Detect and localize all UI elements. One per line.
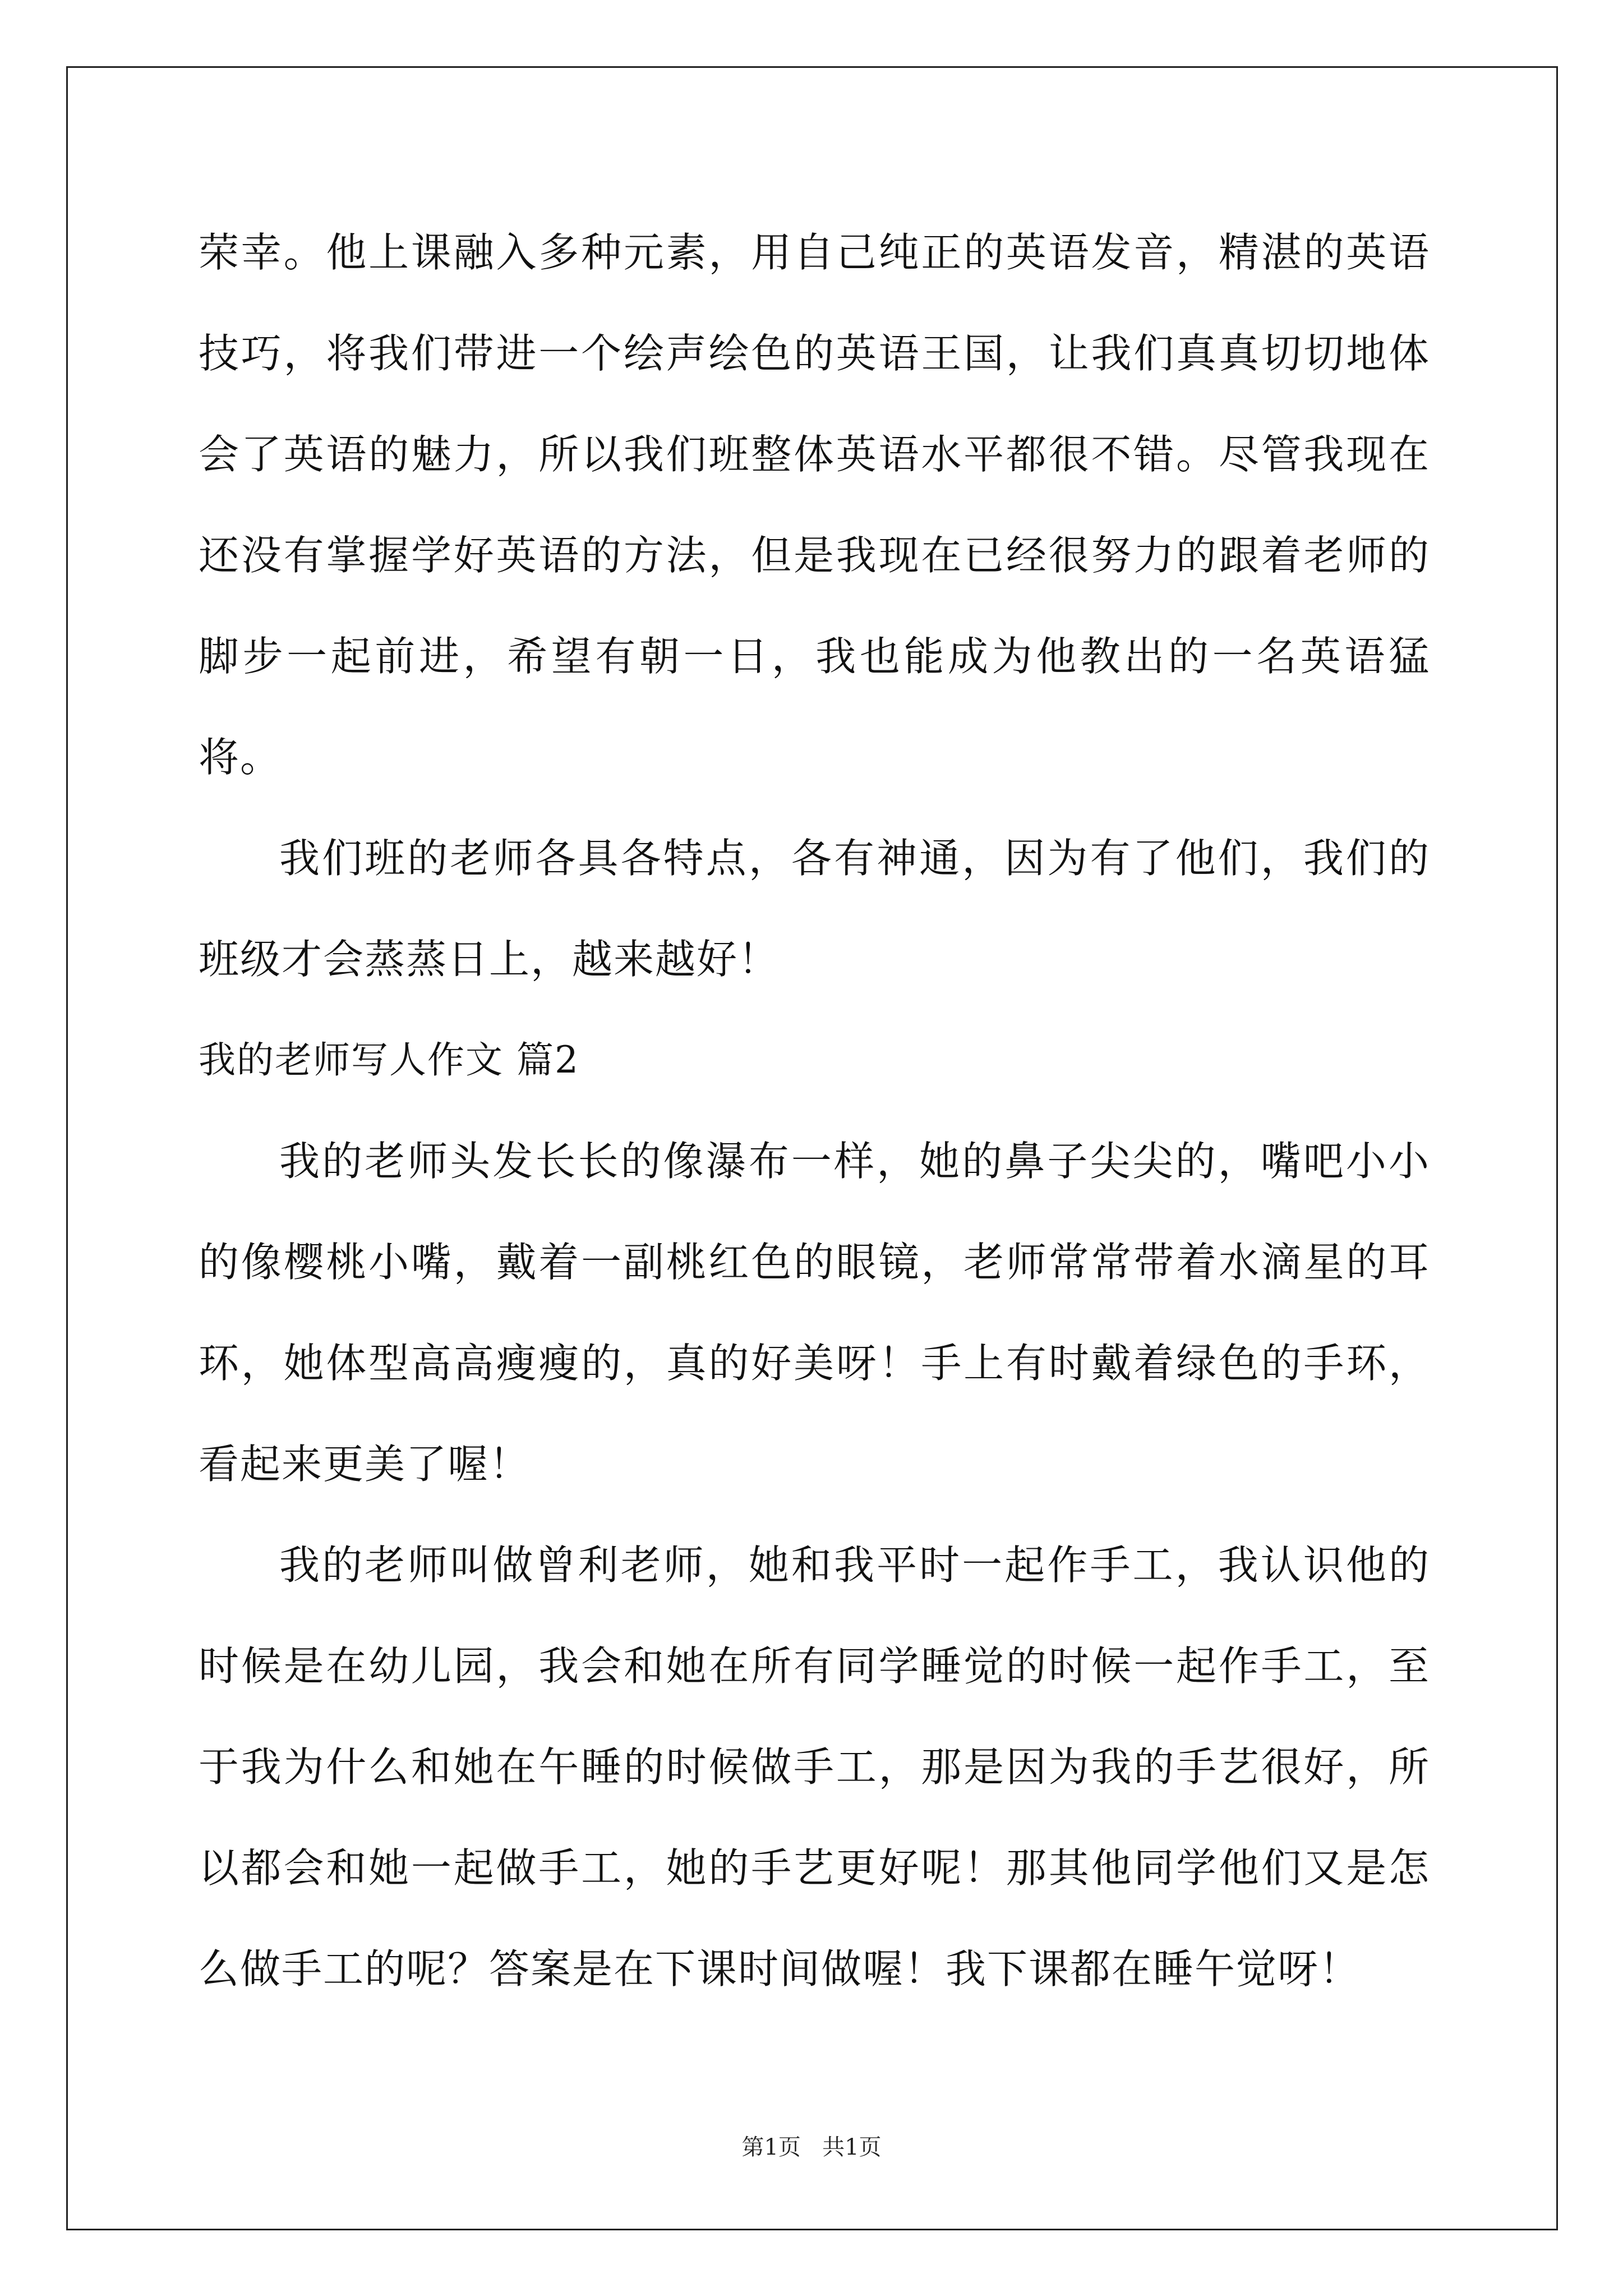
page-total: 共1页 <box>822 2134 882 2160</box>
page-footer <box>0 2131 1623 2164</box>
document-body <box>199 202 1430 2019</box>
page-number: 第1页 <box>741 2134 801 2160</box>
footer-separator <box>801 2134 822 2160</box>
paragraph: 我们班的老师各具各特点，各有神通，因为有了他们，我们的班级才会蒸蒸日上，越来越好！ <box>199 835 1430 983</box>
section-heading: 我的老师写人作文 篇2 <box>199 1038 579 1082</box>
paragraph: 我的老师叫做曾利老师，她和我平时一起作手工，我认识他的时候是在幼儿园，我会和她在所有同学睡觉的时候一起作手工，至于我为什么和她在午睡的时候做手工，那是因为我的手艺很好，所以都会和她一起做手工，她的手艺更好呢！那其他同学他们又是怎么做手工的呢？答案是在下课时间做喔！我下课都在睡午觉呀！ <box>199 1542 1430 1993</box>
paragraph: 我的老师头发长长的像瀑布一样，她的鼻子尖尖的，嘴吧小小的像樱桃小嘴，戴着一副桃红色的眼镜，老师常常带着水滴星的耳环，她体型高高瘦瘦的，真的好美呀！手上有时戴着绿色的手环，看起来更美了喔！ <box>199 1138 1430 1488</box>
paragraph-continuation: 荣幸。他上课融入多种元素，用自己纯正的英语发音，精湛的英语技巧，将我们带进一个绘声绘色的英语王国，让我们真真切切地体会了英语的魅力，所以我们班整体英语水平都很不错。尽管我现在还没有掌握学好英语的方法，但是我现在已经很努力的跟着老师的脚步一起前进，希望有朝一日，我也能成为他教出的一名英语猛将。 <box>199 229 1430 781</box>
